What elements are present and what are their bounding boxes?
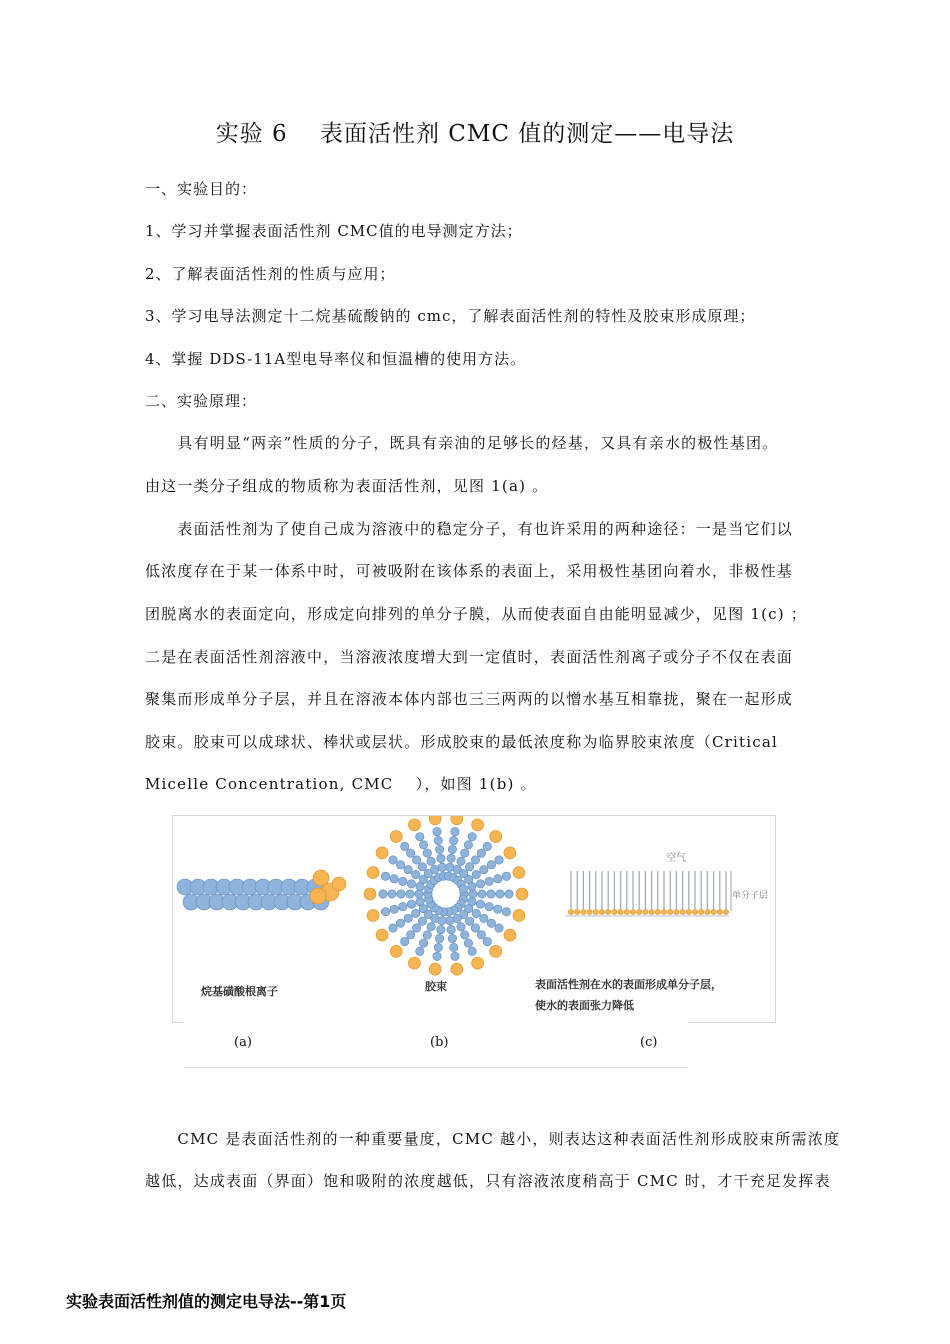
micelle-tail-atom xyxy=(478,890,486,898)
micelle-tail-atom xyxy=(465,863,473,871)
paragraph-2-line: Micelle Concentration, CMC ），如图 1(b) 。 xyxy=(145,775,537,793)
objective-item-2: 2、了解表面活性剂的性质与应用； xyxy=(145,265,396,283)
objective-item-3: 3、学习电导法测定十二烷基硫酸钠的 cmc，了解表面活性剂的特性及胶束形成原理； xyxy=(145,307,756,325)
monolayer-head xyxy=(723,909,728,914)
monolayer-head xyxy=(593,909,598,914)
micelle-tail-atom xyxy=(446,863,454,871)
monolayer-head xyxy=(618,909,623,914)
micelle-tail-atom xyxy=(465,917,473,925)
micelle-tail-atom xyxy=(419,841,427,849)
micelle-tail-atom xyxy=(487,919,495,927)
micelle-head xyxy=(490,945,502,957)
micelle-tail-atom xyxy=(502,872,510,880)
paragraph-2-line: 胶束。胶束可以成球状、棒状或层状。形成胶束的最低浓度称为临界胶束浓度（Critical xyxy=(145,733,779,751)
monolayer-head xyxy=(624,909,629,914)
paragraph-2-line: 团脱离水的表面定向，形成定向排列的单分子膜，从而使表面自由能明显减少，见图 1(c) ； xyxy=(145,605,807,623)
paragraph-2-line: 二是在表面活性剂溶液中，当溶液浓度增大到一定值时，表面活性剂离子或分子不仅在表面 xyxy=(145,648,794,666)
monolayer-head xyxy=(674,909,679,914)
micelle-tail-atom xyxy=(476,880,484,888)
micelle-tail-atom xyxy=(416,947,424,955)
micelle-tail-atom xyxy=(399,902,407,910)
micelle-tail-atom xyxy=(416,832,424,840)
objective-item-4: 4、掌握 DDS-11A型电导率仪和恒温槽的使用方法。 xyxy=(145,350,527,368)
micelle-head xyxy=(490,831,502,843)
micelle-tail-atom xyxy=(457,923,465,931)
micelle-tail-atom xyxy=(407,880,415,888)
micelle-tail-atom xyxy=(406,890,414,898)
micelle-head xyxy=(451,963,463,975)
micelle-head xyxy=(376,929,388,941)
micelle-tail-atom xyxy=(451,827,459,835)
micelle-tail-atom xyxy=(379,890,387,898)
micelle-tail-atom xyxy=(431,865,439,873)
micelle-tail-atom xyxy=(472,870,480,878)
figure-label-b: 胶束 xyxy=(425,980,447,993)
micelle-head xyxy=(451,816,463,825)
section-heading-objectives: 一、实验目的： xyxy=(145,180,258,198)
monolayer-head xyxy=(699,909,704,914)
caption-b: (b) xyxy=(430,1035,449,1050)
micelle-tail-atom xyxy=(418,863,426,871)
micelle-tail-atom xyxy=(407,900,415,908)
monolayer-head xyxy=(686,909,691,914)
micelle-head xyxy=(429,816,441,825)
micelle-tail-atom xyxy=(389,924,397,932)
monolayer-head xyxy=(649,909,654,914)
micelle-tail-atom xyxy=(468,832,476,840)
micelle-head xyxy=(408,957,420,969)
micelle-tail-atom xyxy=(487,861,495,869)
micelle-tail-atom xyxy=(412,909,420,917)
figure-label-c-line1: 表面活性剂在水的表面形成单分子层， xyxy=(535,978,722,991)
micelle-tail-atom xyxy=(464,939,472,947)
micelle-tail-atom xyxy=(381,872,389,880)
micelle-tail-atom xyxy=(469,890,477,898)
monolayer-head xyxy=(661,909,666,914)
micelle-head xyxy=(367,867,379,879)
micelle-tail-atom xyxy=(412,870,420,878)
micelle-tail-atom xyxy=(495,924,503,932)
micelle-tail-atom xyxy=(427,923,435,931)
micelle-tail-atom xyxy=(468,882,476,890)
micelle-tail-atom xyxy=(423,849,431,857)
micelle-tail-atom xyxy=(399,877,407,885)
head-atom xyxy=(332,877,346,891)
monolayer-head xyxy=(692,909,697,914)
micelle-tail-atom xyxy=(485,902,493,910)
paragraph-2-line: 低浓度存在于某一体系中时，可被吸附在该体系的表面上，采用极性基团向着水，非极性基 xyxy=(145,562,794,580)
micelle-tail-atom xyxy=(453,914,461,922)
micelle-tail-atom xyxy=(437,854,445,862)
micelle-tail-atom xyxy=(457,857,465,865)
paragraph-3-line: CMC 是表面活性剂的一种重要量度，CMC 越小，则表达这种表面活性剂形成胶束所需浓度 xyxy=(145,1130,841,1148)
micelle-tail-atom xyxy=(433,952,441,960)
micelle-tail-atom xyxy=(468,947,476,955)
micelle-tail-atom xyxy=(438,917,446,925)
monolayer-model xyxy=(565,871,731,916)
figure-label-c-line2: 使水的表面张力降低 xyxy=(535,999,634,1012)
micelle-tail-atom xyxy=(477,931,485,939)
micelle-tail-atom xyxy=(480,914,488,922)
micelle-tail-atom xyxy=(396,919,404,927)
micelle-tail-atom xyxy=(418,917,426,925)
monolayer-head xyxy=(711,909,716,914)
micelle-tail-atom xyxy=(415,890,423,898)
micelle-tail-atom xyxy=(423,931,431,939)
monolayer-head xyxy=(717,909,722,914)
monolayer-head xyxy=(630,909,635,914)
micelle-tail-atom xyxy=(471,856,479,864)
micelle-tail-atom xyxy=(460,931,468,939)
figure-caption-row xyxy=(184,1021,688,1068)
micelle-tail-atom xyxy=(438,863,446,871)
monolayer-head xyxy=(680,909,685,914)
micelle-tail-atom xyxy=(480,865,488,873)
micelle-tail-atom xyxy=(505,890,513,898)
monolayer-head xyxy=(575,909,580,914)
micelle-tail-atom xyxy=(447,854,455,862)
micelle-tail-atom xyxy=(401,937,409,945)
micelle-head xyxy=(364,888,376,900)
micelle-tail-atom xyxy=(437,925,445,933)
air-label: 空气 xyxy=(666,853,686,864)
paragraph-3-line: 越低，达成表面（界面）饱和吸附的浓度越低，只有溶液浓度稍高于 CMC 时，才干充足发挥表 xyxy=(145,1172,831,1190)
paragraph-2-line: 表面活性剂为了使自己成为溶液中的稳定分子，有也许采用的两种途径：一是当它们以 xyxy=(145,520,794,538)
micelle-tail-atom xyxy=(472,909,480,917)
paragraph-1-line: 由这一类分子组成的物质称为表面活性剂，见图 1(a) 。 xyxy=(145,477,549,495)
micelle-tail-atom xyxy=(404,914,412,922)
micelle-tail-atom xyxy=(449,836,457,844)
micelle-head xyxy=(408,819,420,831)
paragraph-2-line: 聚集而形成单分子层，并且在溶液本体内部也三三两两的以憎水基互相靠拢，聚在一起形成 xyxy=(145,690,794,708)
monolayer-head xyxy=(668,909,673,914)
micelle-head xyxy=(516,888,528,900)
micelle-tail-atom xyxy=(446,917,454,925)
micelle-tail-atom xyxy=(496,890,504,898)
micelle-tail-atom xyxy=(388,890,396,898)
micelle-tail-atom xyxy=(401,842,409,850)
micelle-tail-atom xyxy=(434,836,442,844)
caption-c: (c) xyxy=(640,1035,658,1050)
micelle-tail-atom xyxy=(406,849,414,857)
monolayer-head xyxy=(581,909,586,914)
micelle-head xyxy=(472,819,484,831)
micelle-tail-atom xyxy=(485,877,493,885)
micelle-tail-atom xyxy=(471,924,479,932)
micelle-tail-atom xyxy=(390,905,398,913)
micelle-tail-atom xyxy=(476,900,484,908)
micelle-tail-atom xyxy=(412,924,420,932)
micelle-head xyxy=(504,847,516,859)
micelle-head xyxy=(390,945,402,957)
micelle-tail-atom xyxy=(494,875,502,883)
monolayer-head xyxy=(643,909,648,914)
micelle-tail-atom xyxy=(397,890,405,898)
micelle-tail-atom xyxy=(435,934,443,942)
micelle-model xyxy=(364,816,528,975)
micelle-tail-atom xyxy=(483,937,491,945)
micelle-tail-atom xyxy=(406,931,414,939)
page-title: 实验 6 表面活性剂 CMC 值的测定——电导法 xyxy=(215,121,735,147)
alkyl-sulfonate-ion-model xyxy=(177,870,346,910)
monolayer-head xyxy=(568,909,573,914)
micelle-tail-atom xyxy=(448,934,456,942)
monolayer-head xyxy=(587,909,592,914)
micelle-tail-atom xyxy=(449,943,457,951)
micelle-tail-atom xyxy=(433,827,441,835)
micelle-tail-atom xyxy=(459,885,467,893)
micelle-tail-atom xyxy=(495,856,503,864)
section-heading-principle: 二、实验原理： xyxy=(145,392,258,410)
micelle-tail-atom xyxy=(416,897,424,905)
objective-item-1: 1、学习并掌握表面活性剂 CMC值的电导测定方法； xyxy=(145,222,523,240)
micelle-tail-atom xyxy=(448,845,456,853)
micelle-tail-atom xyxy=(487,890,495,898)
micelle-tail-atom xyxy=(502,908,510,916)
micelle-tail-atom xyxy=(483,842,491,850)
figure-label-a: 烷基磺酸根离子 xyxy=(201,985,278,998)
monolayer-head xyxy=(655,909,660,914)
micelle-tail-atom xyxy=(451,952,459,960)
micelle-tail-atom xyxy=(460,849,468,857)
page-footer: 实验表面活性剂值的测定电导法--第1页 xyxy=(66,1292,347,1311)
surfactant-figure xyxy=(172,815,776,1023)
micelle-head xyxy=(504,929,516,941)
monolayer-head xyxy=(705,909,710,914)
micelle-tail-atom xyxy=(396,861,404,869)
monolayer-head xyxy=(606,909,611,914)
micelle-head xyxy=(513,909,525,921)
micelle-head xyxy=(429,963,441,975)
micelle-tail-atom xyxy=(390,875,398,883)
monolayer-head xyxy=(637,909,642,914)
caption-a: (a) xyxy=(234,1035,252,1050)
micelle-tail-atom xyxy=(427,857,435,865)
micelle-tail-atom xyxy=(494,905,502,913)
micelle-tail-atom xyxy=(381,908,389,916)
paragraph-1-line: 具有明显“两亲”性质的分子，既具有亲油的足够长的烃基，又具有亲水的极性基团。 xyxy=(145,434,779,452)
micelle-tail-atom xyxy=(412,856,420,864)
monolayer-label: 单分子层 xyxy=(732,891,769,901)
micelle-head xyxy=(367,909,379,921)
micelle-tail-atom xyxy=(435,845,443,853)
micelle-head xyxy=(390,831,402,843)
micelle-tail-atom xyxy=(464,841,472,849)
micelle-tail-atom xyxy=(389,856,397,864)
monolayer-head xyxy=(612,909,617,914)
micelle-tail-atom xyxy=(447,925,455,933)
head-atom xyxy=(310,888,326,904)
micelle-tail-atom xyxy=(419,939,427,947)
micelle-tail-atom xyxy=(404,865,412,873)
micelle-head xyxy=(513,867,525,879)
monolayer-head xyxy=(599,909,604,914)
micelle-head xyxy=(472,957,484,969)
micelle-head xyxy=(376,847,388,859)
micelle-tail-atom xyxy=(477,849,485,857)
micelle-tail-atom xyxy=(434,943,442,951)
